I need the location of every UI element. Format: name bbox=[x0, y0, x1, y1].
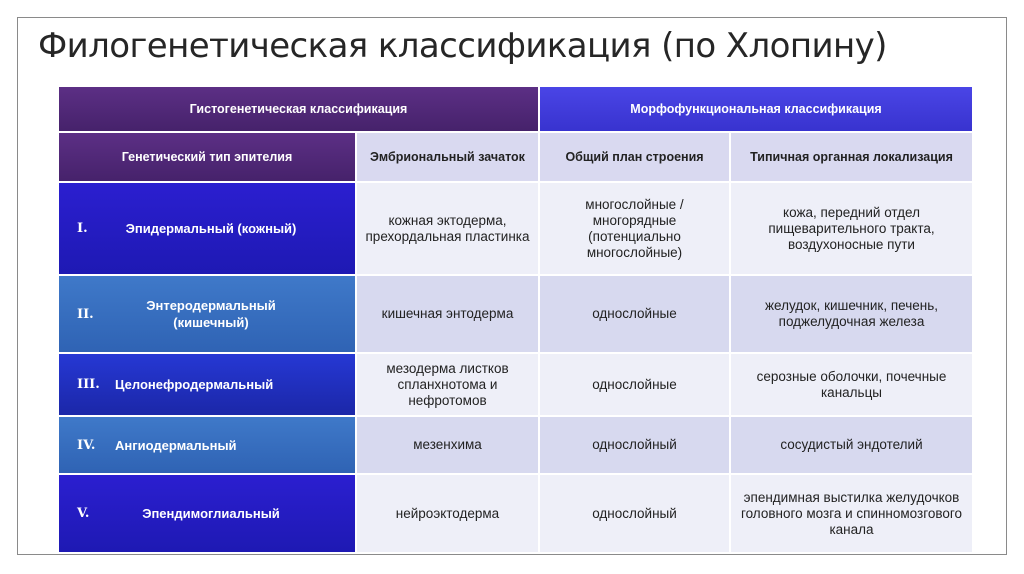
header-typical-localization: Типичная органная локализация bbox=[731, 133, 972, 181]
table-cell-primordium: нейроэктодерма bbox=[357, 475, 538, 552]
row-type-name: Эпидермальный (кожный) bbox=[125, 221, 297, 236]
classification-table bbox=[59, 87, 966, 540]
row-number: I. bbox=[77, 221, 88, 236]
table-cell-plan: однослойный bbox=[540, 475, 729, 552]
table-cell-plan: однослойный bbox=[540, 417, 729, 473]
table-cell-primordium: кишечная энтодерма bbox=[357, 276, 538, 352]
row-type-coelonephrodermal bbox=[59, 354, 355, 415]
row-number: IV. bbox=[77, 437, 96, 453]
row-type-ependymoglial bbox=[59, 475, 355, 552]
table-cell-primordium: мезодерма листков спланхнотома и нефротомов bbox=[357, 354, 538, 415]
table-cell-localization: эпендимная выстилка желудочков головного мозга и спинномозгового канала bbox=[731, 475, 972, 552]
row-number: III. bbox=[77, 377, 100, 392]
table-cell-localization: кожа, передний отдел пищеварительного тракта, воздухоносные пути bbox=[731, 183, 972, 274]
header-genetic-type: Генетический тип эпителия bbox=[59, 133, 355, 181]
row-type-name: Целонефродермальный bbox=[115, 377, 274, 392]
header-general-plan: Общий план строения bbox=[540, 133, 729, 181]
row-type-name: Энтеродермальный (кишечный) bbox=[146, 298, 276, 330]
table-cell-primordium: мезенхима bbox=[357, 417, 538, 473]
slide-title: Филогенетическая классификация (по Хлопину) bbox=[38, 26, 887, 66]
row-number: II. bbox=[77, 306, 94, 322]
table-cell-localization: желудок, кишечник, печень, поджелудочная железа bbox=[731, 276, 972, 352]
row-type-name: Эпендимоглиальный bbox=[142, 506, 280, 521]
row-type-epidermal bbox=[59, 183, 355, 274]
table-cell-localization: серозные оболочки, почечные канальцы bbox=[731, 354, 972, 415]
header-histogenetic: Гистогенетическая классификация bbox=[59, 87, 538, 131]
row-type-angiodermal bbox=[59, 417, 355, 473]
row-type-name: Ангиодермальный bbox=[115, 437, 237, 453]
table-cell-plan: однослойные bbox=[540, 276, 729, 352]
table-cell-plan: однослойные bbox=[540, 354, 729, 415]
table-cell-primordium: кожная эктодерма, прехордальная пластинка bbox=[357, 183, 538, 274]
row-number: V. bbox=[77, 506, 90, 521]
table-cell-plan: многослойные / многорядные (потенциально многослойные) bbox=[540, 183, 729, 274]
table-cell-localization: сосудистый эндотелий bbox=[731, 417, 972, 473]
row-type-enterodermal bbox=[59, 276, 355, 352]
header-embryonic-primordium: Эмбриональный зачаток bbox=[357, 133, 538, 181]
header-morphofunctional: Морфофункциональная классификация bbox=[540, 87, 972, 131]
